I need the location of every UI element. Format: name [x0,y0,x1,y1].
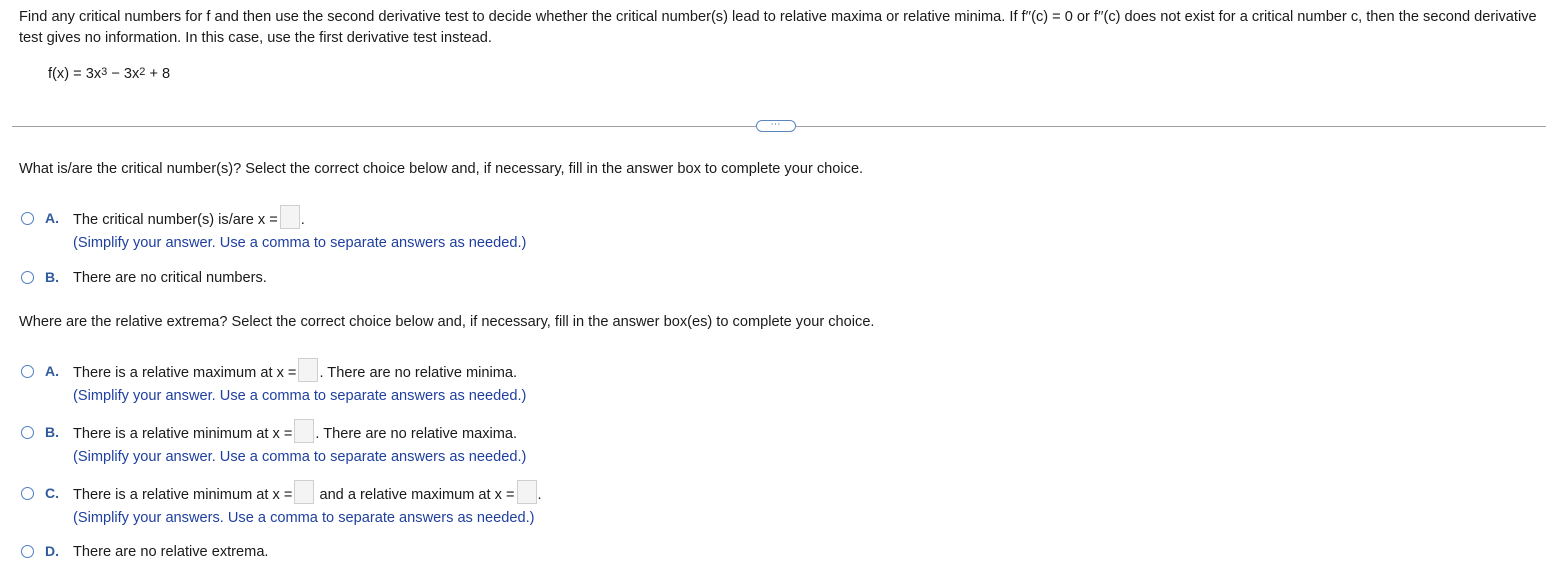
choice-letter: B. [45,424,59,440]
answer-hint: (Simplify your answers. Use a comma to separate answers as needed.) [73,510,535,526]
choice-text-end: . There are no relative minima. [319,364,518,381]
more-options-button[interactable]: ⋯ [756,120,796,132]
exponent-3: 3 [101,66,108,78]
function-lhs: f(x) = 3x [48,66,102,82]
choice-letter: D. [45,543,59,559]
answer-input-minimum[interactable] [294,480,314,504]
choice-text: There are no critical numbers. [73,270,267,286]
answer-hint: (Simplify your answer. Use a comma to separate answers as needed.) [73,388,527,404]
answer-input[interactable] [280,205,300,229]
answer-hint: (Simplify your answer. Use a comma to separate answers as needed.) [73,235,527,251]
radio-button[interactable] [21,487,34,500]
choice-text-end: . [300,211,305,228]
radio-button[interactable] [21,212,34,225]
question-critical-numbers: What is/are the critical number(s)? Select the correct choice below and, if necessary, fill in the answer box to complete your choice. [19,161,864,177]
answer-hint: (Simplify your answer. Use a comma to separate answers as needed.) [73,449,527,465]
function-mid: − 3x [107,66,140,82]
question-relative-extrema: Where are the relative extrema? Select the correct choice below and, if necessary, fill in the answer box(es) to complete your choice. [19,314,875,330]
problem-instructions: Find any critical numbers for f and then use the second derivative test to decide whether the critical number(s) lead to relative maxima or relative minima. If f′′(c) = 0 or f′′(c) does not exist for a critical number c, then the second derivative test gives no information. In this case, use the first derivative test instead. [19,9,1537,46]
radio-button[interactable] [21,271,34,284]
choice-text-end: . There are no relative maxima. [315,425,518,442]
choice-text-end: . [537,486,542,503]
choice-text: There is a relative minimum at x = [73,425,293,442]
radio-button[interactable] [21,365,34,378]
function-definition [48,66,170,82]
answer-input[interactable] [294,419,314,443]
choice-text: There is a relative maximum at x = [73,364,297,381]
answer-input[interactable] [298,358,318,382]
choice-letter: A. [45,363,59,379]
answer-input-maximum[interactable] [517,480,537,504]
radio-button[interactable] [21,426,34,439]
choice-text: There are no relative extrema. [73,544,269,560]
radio-button[interactable] [21,545,34,558]
choice-text: The critical number(s) is/are x = [73,211,278,228]
choice-text-middle: and a relative maximum at x = [319,486,515,503]
choice-letter: C. [45,485,59,501]
choice-text: There is a relative minimum at x = [73,486,293,503]
function-rhs: + 8 [145,66,171,82]
choice-letter: B. [45,269,59,285]
choice-letter: A. [45,210,59,226]
exponent-2: 2 [139,66,146,78]
